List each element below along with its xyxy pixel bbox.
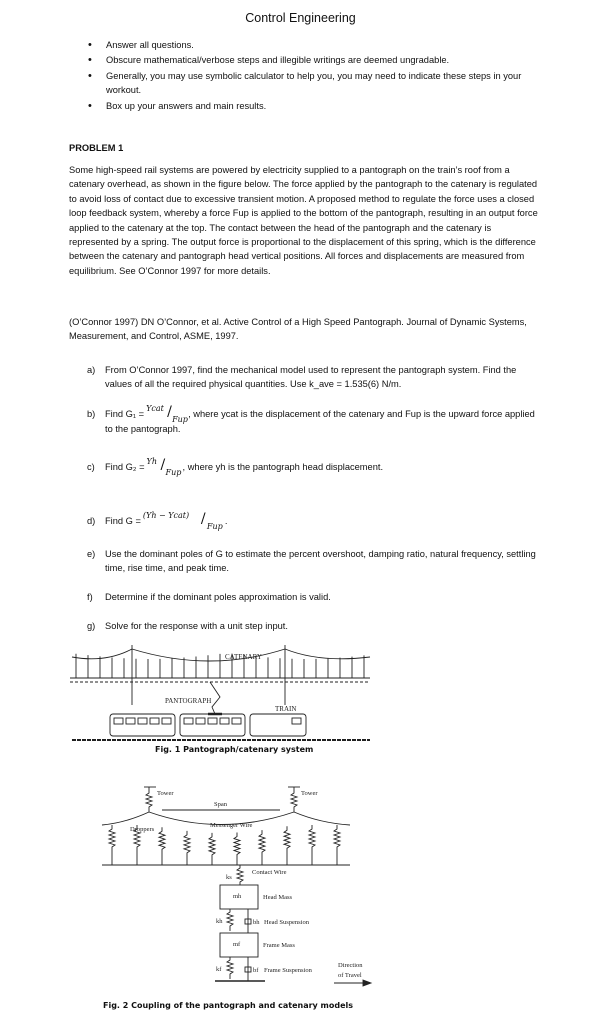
kh-label: kh <box>216 918 223 925</box>
denominator: Fup <box>172 414 188 424</box>
figure-2-coupling-model <box>100 785 400 995</box>
train-window <box>220 718 229 724</box>
of-travel-label: of Travel <box>338 972 362 979</box>
bf-label: bf <box>253 967 259 974</box>
question-label: a) <box>87 365 96 375</box>
numerator: (Yh − Ycat) <box>142 510 190 520</box>
question-text: From O’Connor 1997, find the mechanical model used to represent the pantograph system. Find the values of all the required physical quantities. Use k_ave = 1.535(6) N/m. <box>105 365 517 390</box>
mh-label: mh <box>233 893 242 900</box>
numerator: Ycat <box>146 403 164 413</box>
head-suspension-label: Head Suspension <box>264 919 309 926</box>
catenary-label: CATENARY <box>225 653 262 661</box>
dropper-spring <box>234 833 240 865</box>
figure-1-caption: Fig. 1 Pantograph/catenary system <box>155 745 314 754</box>
question-label: c) <box>87 462 95 472</box>
dropper-spring <box>284 826 290 865</box>
denominator: Fup <box>165 467 182 477</box>
tower-label-right: Tower <box>301 790 318 797</box>
dropper-spring <box>334 825 340 865</box>
formula-prefix: Find G = <box>105 516 141 526</box>
question-label: g) <box>87 621 96 631</box>
question-d <box>87 510 539 531</box>
frame-mass-label: Frame Mass <box>263 942 295 949</box>
train-window <box>292 718 301 724</box>
train-window <box>150 718 159 724</box>
question-label: e) <box>87 549 96 559</box>
ks-label: ks <box>226 874 232 881</box>
messenger-wire-label: Messenger Wire <box>210 822 253 829</box>
span-label: Span <box>214 801 227 808</box>
question-text <box>105 403 539 436</box>
pantograph-label: PANTOGRAPH <box>165 697 212 705</box>
dropper-spring <box>159 827 165 865</box>
train-window <box>184 718 193 724</box>
instruction-item: • Generally, you may use symbolic calculator to help you, you may need to indicate these steps in your workout. <box>88 69 538 98</box>
dropper-spring <box>259 830 265 865</box>
instruction-item: • Answer all questions. <box>88 38 538 52</box>
question-f <box>87 590 539 604</box>
question-g <box>87 619 539 633</box>
dropper-spring <box>309 825 315 865</box>
denominator: Fup <box>206 521 223 531</box>
dropper-spring <box>184 831 190 865</box>
dropper-spring <box>209 833 215 865</box>
direction-label: Direction <box>338 962 363 969</box>
head-mass-label: Head Mass <box>263 894 293 901</box>
dropper-spring <box>109 825 115 865</box>
formula-prefix: Find G₂ = <box>105 462 145 472</box>
fraction: Yh / Fup <box>145 461 183 475</box>
page-title: Control Engineering <box>245 11 356 25</box>
instruction-item: • Obscure mathematical/verbose steps and illegible writings are deemed ungradable. <box>88 53 538 67</box>
instruction-item: • Box up your answers and main results. <box>88 99 538 113</box>
question-a <box>87 363 539 392</box>
train-window <box>114 718 123 724</box>
train-label: TRAIN <box>275 705 297 713</box>
train-window <box>162 718 171 724</box>
fraction: (Yh − Ycat) / Fup <box>141 515 225 529</box>
question-text: Use the dominant poles of G to estimate the percent overshoot, damping ratio, natural frequency, settling time, rise time, and peak time. <box>105 549 536 574</box>
question-label: d) <box>87 516 96 526</box>
question-text: Solve for the response with a unit step input. <box>105 621 288 631</box>
train-window <box>196 718 205 724</box>
droppers-label: Droppers <box>130 826 155 833</box>
kf-label: kf <box>216 966 222 973</box>
instructions-list <box>88 38 538 114</box>
question-label: f) <box>87 592 93 602</box>
citation: (O’Connor 1997) DN O’Connor, et al. Active Control of a High Speed Pantograph. Journal of Dynamic Systems, Measurement, and Control, ASME, 1997. <box>69 317 527 342</box>
figure-1-pantograph-catenary <box>70 645 390 755</box>
formula-suffix: . <box>224 516 228 526</box>
mf-label: mf <box>233 941 241 948</box>
formula-suffix: , where ycat is the displacement of the catenary and Fup is the upward force applied to the pantograph. <box>105 409 535 434</box>
fraction: Ycat / Fup <box>144 408 188 422</box>
train-window <box>208 718 217 724</box>
train-window <box>138 718 147 724</box>
numerator: Yh <box>146 456 157 466</box>
train-window <box>126 718 135 724</box>
contact-wire-label: Contact Wire <box>252 869 287 876</box>
question-c <box>87 456 539 477</box>
question-text <box>105 510 539 531</box>
question-b <box>87 403 539 436</box>
tower-label-left: Tower <box>157 790 174 797</box>
formula-prefix: Find G₁ = <box>105 409 145 419</box>
formula-suffix: , where yh is the pantograph head displacement. <box>182 462 384 472</box>
frame-suspension-label: Frame Suspension <box>264 967 312 974</box>
figure-2-caption: Fig. 2 Coupling of the pantograph and catenary models <box>103 1001 354 1010</box>
question-text: Determine if the dominant poles approximation is valid. <box>105 592 331 602</box>
question-text <box>105 456 539 477</box>
problem-heading: PROBLEM 1 <box>69 143 124 153</box>
bh-label: bh <box>253 919 260 926</box>
problem-paragraph: Some high-speed rail systems are powered by electricity supplied to a pantograph on the train’s roof from a catenary overhead, as shown in the figure below. The force applied by the pantograph to the catenary is regulated to avoid loss of contact due to excessive transient motion. A proposed method to regulate the force uses a closed loop feedback system, whereby a force Fup is applied to the bottom of the pantograph, resulting in an output force applied to the catenary at the top. The contact between the head of the pantograph and the catenary is represented by a spring. The output force is proportional to the displacement of this spring, which is the difference between the catenary and pantograph head vertical positions. All forces and displacements are measured from equilibrium. See O’Connor 1997 for more details. <box>69 165 538 276</box>
train-window <box>232 718 241 724</box>
question-label: b) <box>87 409 96 419</box>
question-e <box>87 547 539 576</box>
